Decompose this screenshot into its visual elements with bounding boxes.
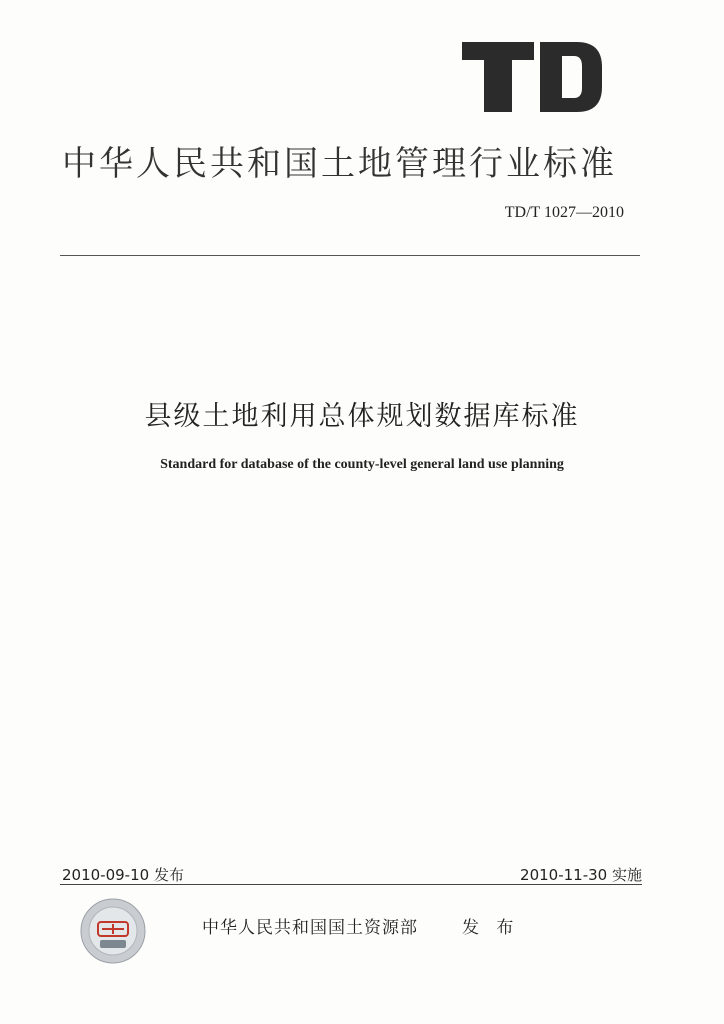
standard-title-english: Standard for database of the county-level general land use planning: [160, 457, 564, 472]
td-logo: [462, 42, 602, 112]
header-divider: [60, 255, 640, 256]
implementation-date: 2010-11-30 实施: [520, 866, 642, 884]
publisher-name: 中华人民共和国国土资源部: [202, 918, 418, 938]
anti-counterfeit-seal-icon: [80, 898, 146, 964]
standard-number: TD/T 1027—2010: [504, 204, 624, 221]
ministry-title: 中华人民共和国土地管理行业标准: [62, 144, 617, 184]
footer-divider: [60, 884, 642, 885]
publish-label: 发 布: [462, 918, 520, 938]
issue-date: 2010-09-10 发布: [62, 866, 184, 884]
standard-title-chinese: 县级土地利用总体规划数据库标准: [144, 401, 580, 432]
